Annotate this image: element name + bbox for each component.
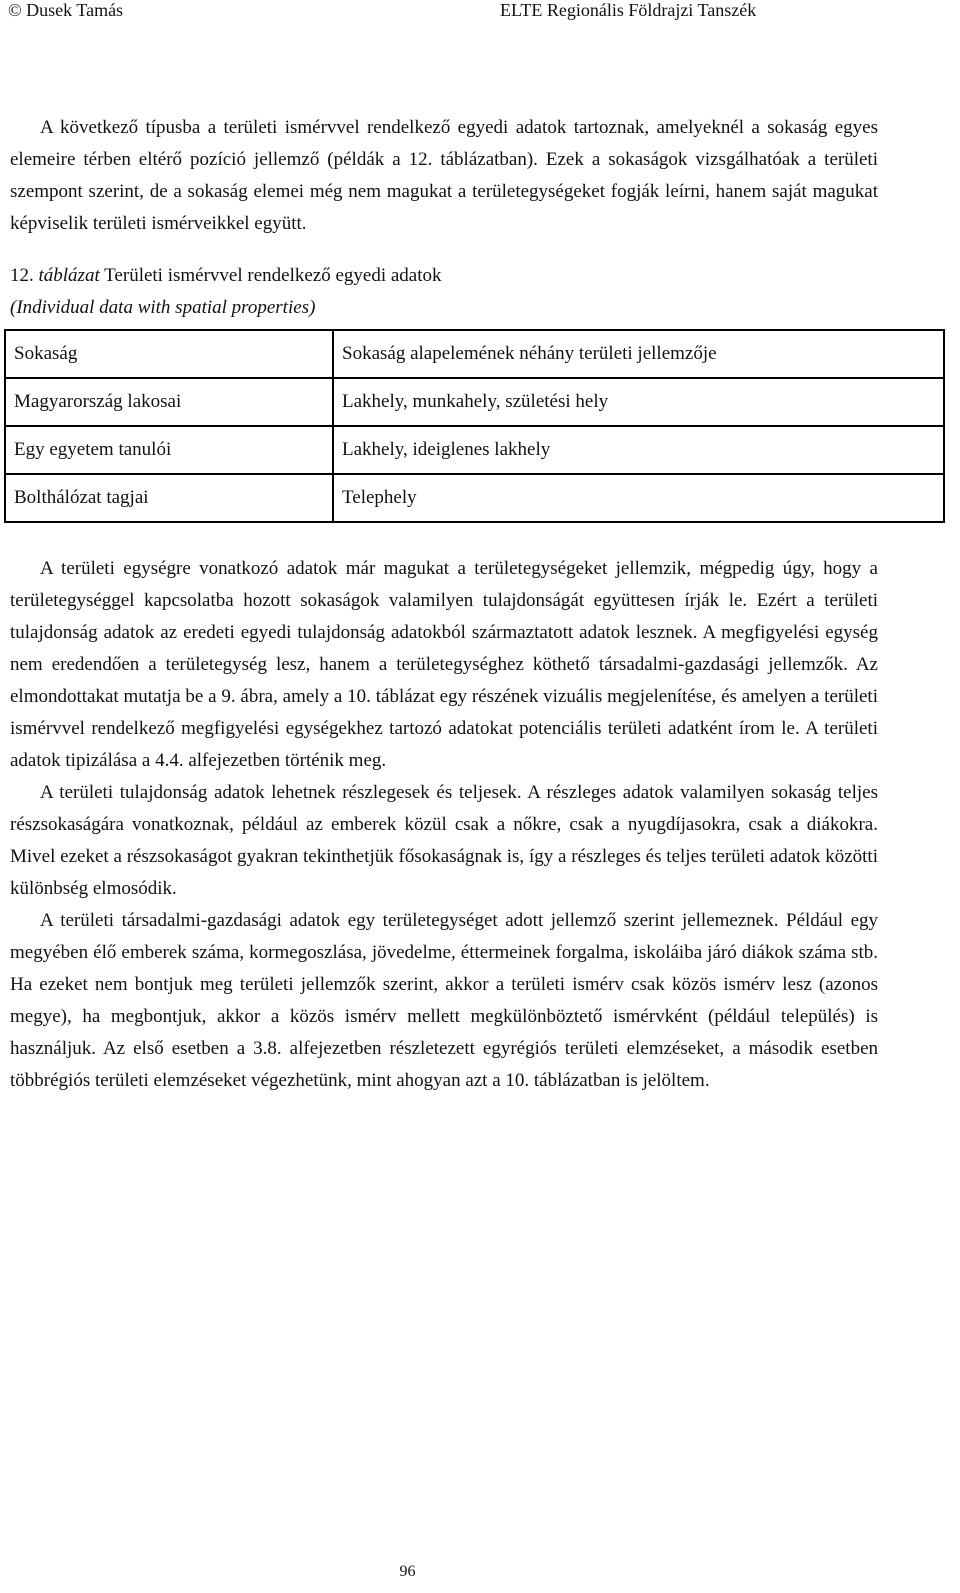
- body-paragraph: A területi tulajdonság adatok lehetnek részlegesek és teljesek. A részleges adatok valamilyen sokaság teljes részsokaságára vonatkoznak, például az emberek közül csak a nőkre, csak a nyugdíjasokra, csak a diákokra. Mivel ezeket a részsokaságot gyakran tekinthetjük fősokaságnak is, így a részleges és teljes területi adatok közötti különbség elmosódik.: [10, 782, 878, 899]
- body-text: [10, 553, 878, 1097]
- table-cell: Telephely: [333, 474, 944, 522]
- table-row: [5, 378, 944, 426]
- table-header-cell: Sokaság alapelemének néhány területi jellemzője: [333, 330, 944, 378]
- table-caption: [10, 260, 878, 324]
- header-author: © Dusek Tamás: [8, 0, 124, 20]
- body-paragraph: A területi egységre vonatkozó adatok már magukat a területegységeket jellemzik, mégpedig úgy, hogy a területegységgel kapcsolatba hozott sokaságok valamilyen tulajdonságát együttesen írják le. Ezért a területi tulajdonság adatok az eredeti egyedi tulajdonság adatokból származtatott adatok lesznek. A megfigyelési egység nem eredendően a területegység lesz, hanem a területegységhez köthető társadalmi-gazdasági jellemzők. Az elmondottakat mutatja be a 9. ábra, amely a 10. táblázat egy részének vizuális megjelenítése, és amelyen a területi ismérvvel rendelkező megfigyelési egységekhez tartozó adatokat potenciális területi adatként írom le. A területi adatok tipizálása a 4.4. alfejezetben történik meg.: [10, 558, 878, 771]
- table-cell: Lakhely, ideiglenes lakhely: [333, 426, 944, 474]
- table-row: [5, 426, 944, 474]
- table-caption-number: 12.: [10, 265, 34, 286]
- body-paragraph: A területi társadalmi-gazdasági adatok egy területegységet adott jellemző szerint jellemeznek. Például egy megyében élő emberek száma, kormegoszlása, jövedelme, éttermeinek forgalma, iskoláiba járó diákok száma stb. Ha ezeket nem bontjuk meg területi jellemzők szerint, akkor a területi ismérv csak közös ismérv lesz (azonos megye), ha megbontjuk, akkor a közös ismérv mellett megkülönböztető ismérvként (például település) is használjuk. Az első esetben a 3.8. alfejezetben részletezett egyrégiós területi elemzéseket, a második esetben többrégiós területi elemzéseket végezhetünk, mint ahogyan azt a 10. táblázatban is jelöltem.: [10, 910, 878, 1091]
- table-row: [5, 474, 944, 522]
- table-caption-label: táblázat: [38, 265, 100, 286]
- page-header: [0, 0, 960, 24]
- table-caption-english: (Individual data with spatial properties): [10, 297, 316, 318]
- table-caption-title: Területi ismérvvel rendelkező egyedi adatok: [104, 265, 442, 286]
- header-institution: ELTE Regionális Földrajzi Tanszék: [500, 0, 757, 20]
- table-cell: Egy egyetem tanulói: [5, 426, 333, 474]
- table-header-cell: Sokaság: [5, 330, 333, 378]
- table-cell: Lakhely, munkahely, születési hely: [333, 378, 944, 426]
- page-content: [10, 112, 878, 1097]
- table-cell: Bolthálózat tagjai: [5, 474, 333, 522]
- table-cell: Magyarország lakosai: [5, 378, 333, 426]
- spatial-data-table: [4, 329, 945, 523]
- table-header-row: [5, 330, 944, 378]
- page-number: 96: [399, 1563, 416, 1580]
- intro-paragraph: A következő típusba a területi ismérvvel rendelkező egyedi adatok tartoznak, amelyeknél a sokaság egyes elemeire térben eltérő pozíció jellemző (példák a 12. táblázatban). Ezek a sokaságok vizsgálhatóak a területi szempont szerint, de a sokaság elemei még nem magukat a területegységeket fogják leírni, hanem saját magukat képviselik területi ismérveikkel együtt.: [10, 117, 878, 234]
